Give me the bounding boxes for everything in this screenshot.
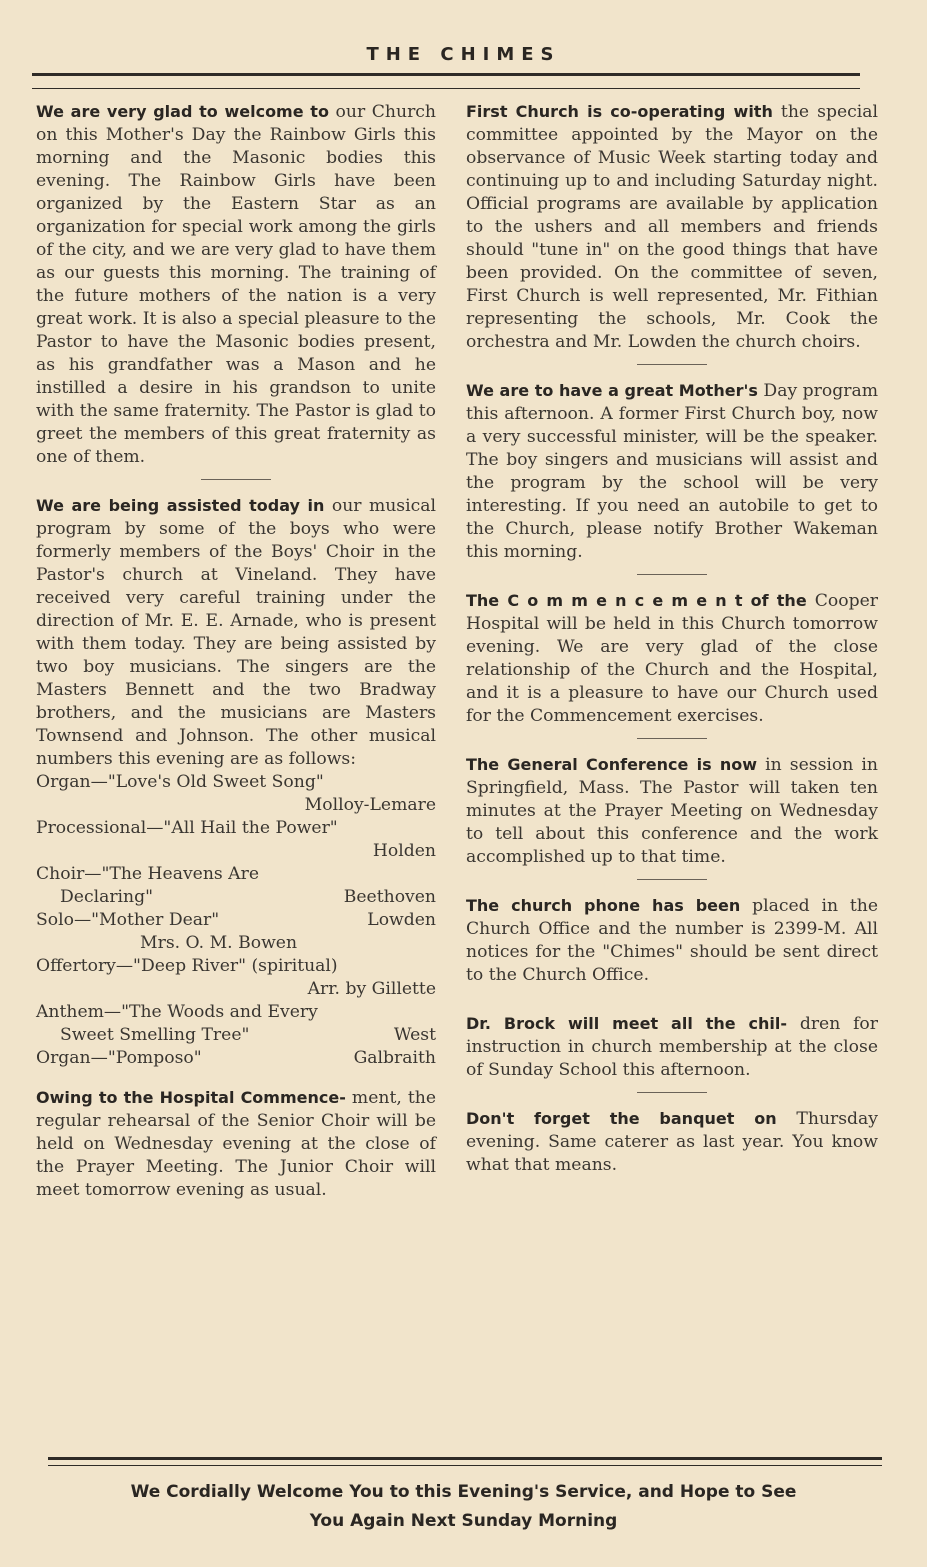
- separator: [201, 479, 271, 480]
- article-body: Cooper Hospital will be held in this Church tomorrow evening. We are very glad of the close relationship of the Church and the Hospital, and it is a pleasure to have our Church used for the Commencement exercises.: [466, 591, 879, 726]
- article-body: Thursday evening. Same caterer as last year. You know what that means.: [466, 1109, 879, 1175]
- article-lead: We are to have a great Mother's: [466, 381, 758, 400]
- program-line: [36, 909, 436, 932]
- program-line: Organ—"Love's Old Sweet Song": [36, 772, 324, 792]
- program-title: Organ—"Pomposo": [36, 1048, 202, 1068]
- article-body: ment, the regular rehearsal of the Senior Choir will be held on Wednesday evening at the close of the Prayer Meeting. The Junior Choir will meet tomorrow evening as usual.: [36, 1088, 436, 1200]
- program-title: Solo—"Mother Dear": [36, 910, 220, 930]
- article-welcome: [36, 100, 436, 469]
- article-body: our musical program by some of the boys who were formerly members of the Boys' Choir in the Pastor's church at Vineland. They have received very careful training under the direction of Mr. E. E. Arnade, who is present with them today. They are being assisted by two boy musicians. The singers are the Masters Bennett and the two Bradway brothers, and the musicians are Masters Townsend and Johnson. The other musical numbers this evening are as follows:: [36, 496, 436, 769]
- article-membership: [466, 1012, 878, 1082]
- article-lead: Owing to the Hospital Commence-: [36, 1088, 346, 1107]
- article-boys-choir: [36, 494, 436, 771]
- program-composer: Arr. by Gillette: [307, 979, 436, 999]
- article-lead: Dr. Brock will meet all the chil-: [466, 1014, 787, 1033]
- article-lead: Don't forget the banquet on: [466, 1109, 777, 1128]
- program-line: [36, 1047, 436, 1070]
- separator: [637, 574, 707, 575]
- article-rehearsal: [36, 1086, 436, 1202]
- footer-line: We Cordially Welcome You to this Evening's Service, and Hope to See: [130, 1482, 797, 1502]
- article-mothers-day: [466, 379, 878, 564]
- article-music-week: [466, 100, 878, 354]
- program-performer: Mrs. O. M. Bowen: [140, 933, 298, 953]
- article-lead: First Church is co-operating with: [466, 102, 773, 121]
- program-composer: West: [393, 1025, 436, 1045]
- footer-line: You Again Next Sunday Morning: [309, 1511, 618, 1531]
- program-title: Sweet Smelling Tree": [60, 1025, 250, 1045]
- article-body: in session in Springfield, Mass. The Pastor will taken ten minutes at the Prayer Meeting on Wednesday to tell about this conference and the work accomplished up to that time.: [466, 755, 879, 867]
- article-lead: We are very glad to welcome to: [36, 102, 329, 121]
- top-rule-thin: [32, 88, 860, 89]
- separator: [637, 738, 707, 739]
- program-composer: Lowden: [367, 910, 436, 930]
- article-body: our Church on this Mother's Day the Rainbow Girls this morning and the Masonic bodies this evening. The Rainbow Girls have been organized by the Eastern Star as an organization for special work among the girls of the city, and we are very glad to have them as our guests this morning. The training of the future mothers of the nation is a very great work. It is also a special pleasure to the Pastor to have the Masonic bodies present, as his grandfather was a Mason and he instilled a desire in his grandson to unite with the same fraternity. The Pastor is glad to greet the members of this great fraternity as one of them.: [36, 102, 436, 467]
- article-banquet: [466, 1107, 878, 1177]
- article-commencement: [466, 589, 878, 728]
- footer-welcome: [30, 1478, 897, 1536]
- program-title: Declaring": [60, 887, 154, 907]
- program-line: [36, 1024, 436, 1047]
- bottom-rule-thick: [48, 1457, 882, 1460]
- right-column: [466, 100, 878, 1177]
- music-program: [36, 771, 436, 1070]
- program-line: Offertory—"Deep River" (spiritual): [36, 956, 338, 976]
- program-line: Anthem—"The Woods and Every: [36, 1002, 318, 1022]
- program-composer: Molloy-Lemare: [304, 795, 436, 815]
- separator: [637, 997, 707, 998]
- program-composer: Beethoven: [343, 887, 436, 907]
- article-lead: We are being assisted today in: [36, 496, 325, 515]
- separator: [637, 364, 707, 365]
- program-composer: Galbraith: [353, 1048, 436, 1068]
- masthead-title: THE CHIMES: [366, 44, 561, 65]
- article-lead: The General Conference is now: [466, 755, 757, 774]
- article-body: the special committee appointed by the Mayor on the observance of Music Week starting today and continuing up to and including Saturday night. Official programs are available by application to the ushers and all members and friends should "tune in" on the good things that have been provided. On the committee of seven, First Church is well represented, Mr. Fithian representing the schools, Mr. Cook the orchestra and Mr. Lowden the church choirs.: [466, 102, 878, 352]
- article-body: Day program this afternoon. A former First Church boy, now a very successful minister, will be the speaker. The boy singers and musicians will assist and the program by the school will be very interesting. If you need an autobile to get to the Church, please notify Brother Wakeman this morning.: [466, 381, 879, 562]
- program-composer: Holden: [372, 841, 436, 861]
- separator: [637, 1092, 707, 1093]
- top-rule-thick: [32, 73, 860, 76]
- article-phone: [466, 894, 878, 987]
- article-body: placed in the Church Office and the number is 2399-M. All notices for the "Chimes" should be sent direct to the Church Office.: [466, 896, 879, 985]
- article-lead: The C o m m e n c e m e n t of the: [466, 591, 807, 610]
- article-lead: The church phone has been: [466, 896, 741, 915]
- program-line: Processional—"All Hail the Power": [36, 818, 338, 838]
- article-body: dren for instruction in church membership at the close of Sunday School this afternoon.: [466, 1014, 878, 1080]
- program-line: [36, 886, 436, 909]
- article-conference: [466, 753, 878, 869]
- left-column: [36, 100, 436, 1202]
- program-line: Choir—"The Heavens Are: [36, 864, 259, 884]
- separator: [637, 879, 707, 880]
- bottom-rule-thin: [48, 1465, 882, 1466]
